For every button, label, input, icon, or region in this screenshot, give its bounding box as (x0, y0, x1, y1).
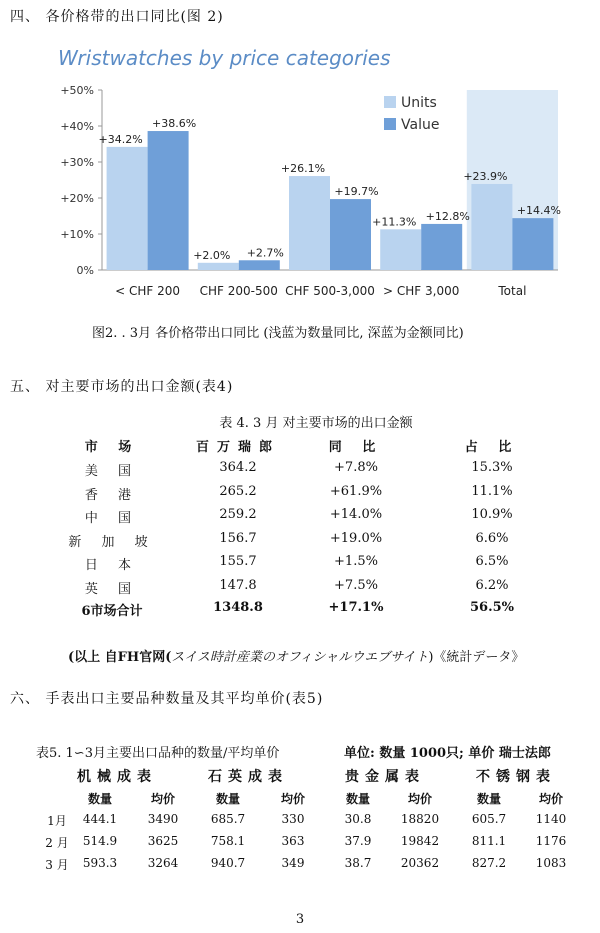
table5-cell: 940.7 (210, 856, 246, 870)
table4-cell-chf: 156.7 (219, 530, 257, 546)
data-label: +11.3% (372, 215, 417, 229)
table5-month: 1月 (47, 814, 67, 828)
y-tick-label: +40% (60, 120, 94, 133)
table4-cell-yoy: +14.0% (329, 507, 383, 522)
bar-value (148, 131, 189, 270)
table5-cell: 1176 (535, 834, 567, 848)
data-label: +38.6% (152, 117, 197, 131)
table4-cell-yoy: +61.9% (329, 483, 383, 499)
table4-cell-market: 英 国 (84, 581, 140, 597)
legend-swatch (384, 118, 396, 130)
chart-wristwatches (50, 42, 570, 312)
table4-total-share: 56.5% (469, 600, 515, 615)
table4-cell-chf: 265.2 (219, 483, 257, 499)
table5-cell: 514.9 (82, 834, 118, 848)
y-tick-label: +10% (60, 228, 94, 241)
table4-total-label: 6市场合计 (81, 604, 143, 619)
section-heading-watch-types: 六、 手表出口主要品种数量及其平均单价(表5) (10, 691, 324, 707)
table4-cell-market: 中 国 (84, 511, 140, 526)
legend-swatch (384, 96, 396, 108)
table4-cell-share: 6.5% (475, 554, 509, 569)
table4-header-chf: 百万瑞郎 (195, 440, 281, 455)
data-label: +19.7% (334, 185, 379, 199)
table4-cell-market: 日 本 (84, 558, 140, 573)
table5-cell: 593.3 (82, 856, 118, 870)
table5-cell: 349 (281, 856, 305, 870)
x-tick-label: > CHF 3,000 (383, 284, 460, 298)
section-heading-price-categories: 四、 各价格带的出口同比(图 2) (10, 9, 224, 25)
page-number: 3 (295, 912, 305, 927)
legend-label: Value (401, 117, 440, 133)
table5-cell: 30.8 (344, 812, 372, 826)
bar-value (330, 199, 371, 270)
table4-cell-share: 11.1% (471, 483, 513, 499)
table4-cell-chf: 259.2 (219, 507, 257, 522)
table5-cell: 19842 (400, 834, 440, 848)
table5-month: 2 月 (45, 836, 69, 850)
table5-subheader: 均价 (407, 792, 433, 806)
bar-units (289, 176, 330, 270)
data-label: +34.2% (98, 132, 143, 146)
source-note-prefix: (以上 自FH官网( (68, 650, 172, 665)
table4-cell-yoy: +1.5% (334, 554, 378, 569)
table5-unit: 单位: 数量 1000只; 单价 瑞士法郎 (344, 746, 551, 761)
table4-cell-yoy: +19.0% (329, 530, 383, 546)
table4-cell-share: 6.2% (475, 577, 509, 593)
table5-month: 3 月 (45, 858, 69, 872)
table4-header-yoy: 同 比 (328, 440, 384, 455)
table4-cell-yoy: +7.8% (334, 460, 378, 475)
table5-cell: 3264 (147, 856, 179, 870)
table5-cell: 811.1 (471, 834, 507, 848)
y-tick-label: +50% (60, 84, 94, 97)
table4-cell-chf: 155.7 (219, 554, 257, 569)
table5-subheader: 数量 (476, 792, 502, 806)
bar-units (107, 147, 148, 270)
table4-total-yoy: +17.1% (328, 600, 384, 615)
data-label: +23.9% (463, 169, 508, 183)
table5-cell: 18820 (400, 812, 440, 826)
chart-title: Wristwatches by price categories (58, 46, 391, 70)
table4-cell-market: 新 加 坡 (68, 534, 156, 550)
y-tick-label: +30% (60, 156, 94, 169)
section-heading-main-markets: 五、 对主要市场的出口金额(表4) (10, 379, 234, 395)
legend-label: Units (401, 95, 437, 111)
bar-value (239, 260, 280, 270)
table4-title: 表 4. 3 月 对主要市场的出口金额 (219, 416, 413, 431)
table5-cell: 1140 (535, 812, 567, 826)
table5-cell: 330 (281, 812, 305, 826)
x-tick-label: CHF 200-500 (199, 284, 278, 298)
data-label: +2.0% (193, 248, 231, 262)
table5-cell: 444.1 (82, 812, 118, 826)
bar-value (512, 218, 553, 270)
table5-subheader: 均价 (150, 792, 176, 806)
chart-canvas (50, 42, 570, 312)
data-label: +14.4% (516, 204, 561, 218)
table4-cell-share: 15.3% (471, 460, 513, 475)
x-tick-label: Total (498, 284, 527, 298)
data-label: +26.1% (280, 162, 326, 176)
table5-cell: 3625 (147, 834, 179, 848)
bar-value (421, 224, 462, 270)
table5-cell: 605.7 (471, 812, 507, 826)
table5-subheader: 均价 (280, 792, 306, 806)
x-tick-label: CHF 500-3,000 (285, 284, 375, 298)
table5-cell: 1083 (535, 856, 567, 870)
figure-caption: 图2. . 3月 各价格带出口同比 (浅蓝为数量同比, 深蓝为金额同比) (92, 326, 464, 341)
table5-subheader: 数量 (345, 792, 371, 806)
table5-cell: 20362 (400, 856, 440, 870)
table5-cell: 758.1 (210, 834, 246, 848)
source-note-suffix: )《統計データ》 (428, 650, 525, 665)
y-tick-label: 0% (76, 264, 94, 277)
source-note (68, 646, 524, 665)
table5-cell: 3490 (147, 812, 179, 826)
table5-title: 表5. 1∽3月主要出口品种的数量/平均单价 (36, 746, 280, 761)
data-label: +2.7% (246, 246, 284, 260)
table4-cell-yoy: +7.5% (334, 577, 378, 593)
table4-cell-share: 10.9% (471, 507, 513, 522)
data-label: +12.8% (425, 209, 470, 223)
table5-subheader: 数量 (87, 792, 113, 806)
table5-cell: 827.2 (471, 856, 507, 870)
table5-cell: 363 (281, 834, 305, 848)
table4-cell-chf: 147.8 (219, 577, 257, 593)
table5-cell: 38.7 (344, 856, 372, 870)
table4-header-market: 市 场 (84, 440, 140, 455)
y-tick-label: +20% (60, 192, 94, 205)
source-note-site: スイス時計産業のオフィシャルウエブサイト (171, 650, 429, 665)
table4-cell-share: 6.6% (475, 530, 509, 546)
table5-subheader: 均价 (538, 792, 564, 806)
x-tick-label: < CHF 200 (115, 284, 181, 298)
table4-cell-chf: 364.2 (219, 460, 257, 475)
table5-group-header: 不锈钢表 (476, 769, 556, 785)
bar-units (471, 184, 512, 270)
table4-total-chf: 1348.8 (213, 600, 263, 615)
table5-cell: 685.7 (210, 812, 246, 826)
table5-group-header: 石英成表 (208, 769, 288, 785)
table5-subheader: 数量 (215, 792, 241, 806)
bar-units (198, 263, 239, 270)
table5-group-header: 贵金属表 (345, 769, 425, 785)
table5-group-header: 机械成表 (77, 769, 157, 785)
table4-cell-market: 美 国 (84, 464, 140, 479)
table5-cell: 37.9 (344, 834, 372, 848)
table4-cell-market: 香 港 (84, 487, 140, 503)
table4-header-share: 占 比 (464, 440, 520, 455)
bar-units (380, 229, 421, 270)
